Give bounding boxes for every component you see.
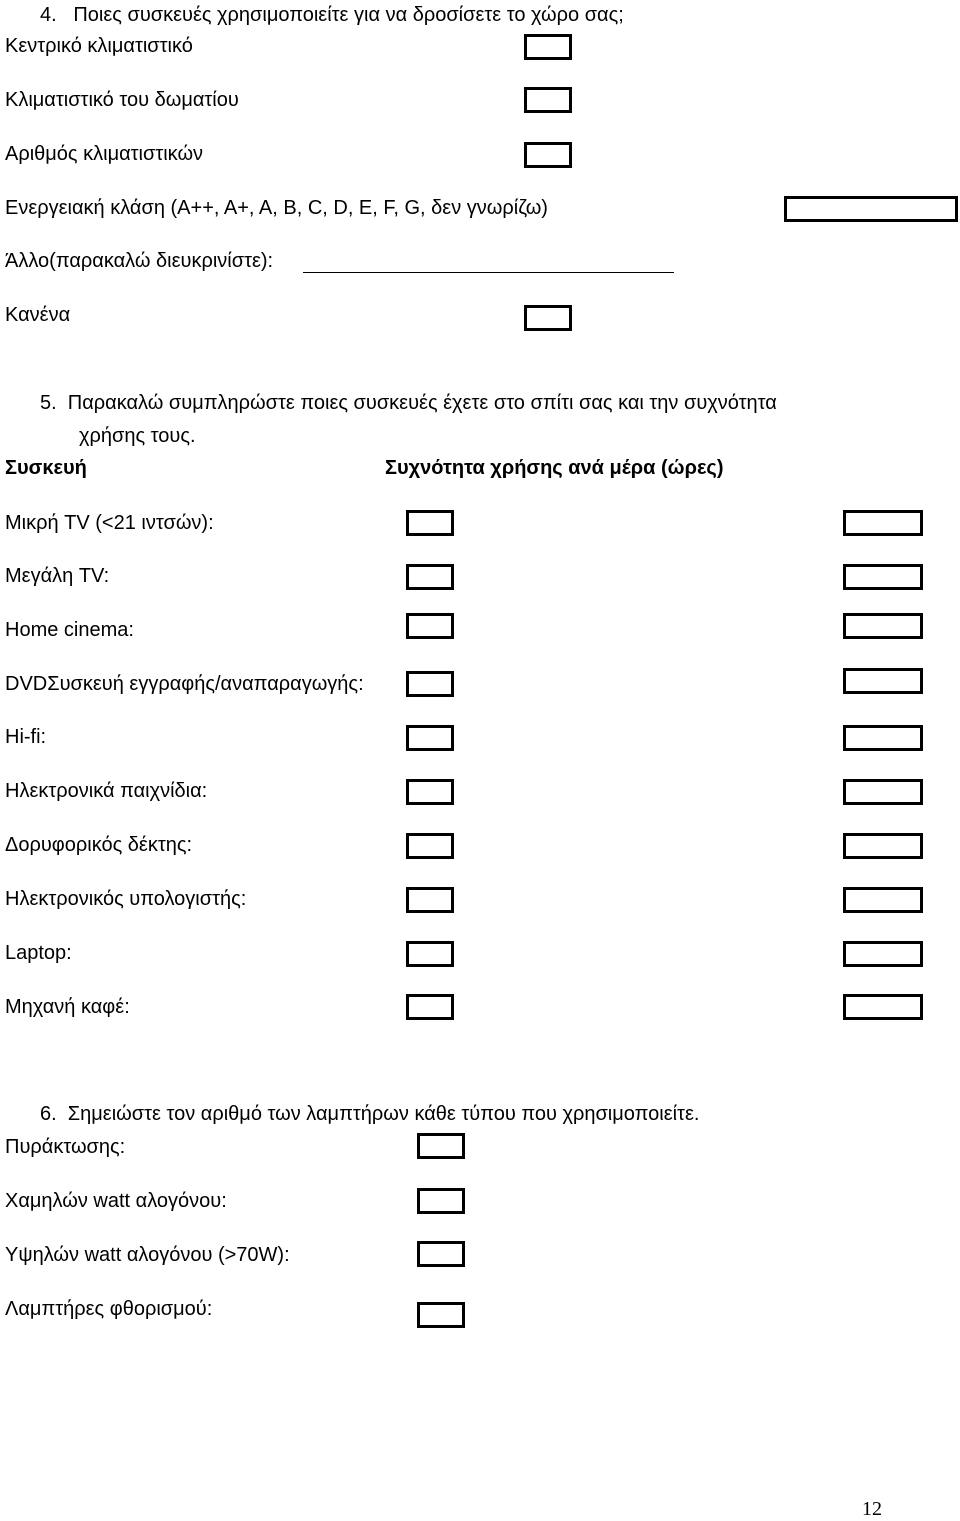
device-owned-checkbox[interactable] <box>406 725 454 751</box>
device-owned-checkbox[interactable] <box>406 779 454 805</box>
device-label: Μικρή TV (<21 ιντσών): <box>5 512 214 534</box>
device-label: Ηλεκτρονικός υπολογιστής: <box>5 888 247 910</box>
device-hours-field[interactable] <box>843 725 923 751</box>
device-hours-field[interactable] <box>843 833 923 859</box>
device-owned-checkbox[interactable] <box>406 833 454 859</box>
lamp-low-watt-halogen-count[interactable] <box>417 1188 465 1214</box>
question-4-title: 4. Ποιες συσκευές χρησιμοποιείτε για να δροσίσετε το χώρο σας; <box>40 4 624 26</box>
lamp-high-watt-halogen-label: Υψηλών watt αλογόνου (>70W): <box>5 1244 290 1266</box>
device-owned-checkbox[interactable] <box>406 613 454 639</box>
lamp-incandescent-label: Πυράκτωσης: <box>5 1136 126 1158</box>
device-hours-field[interactable] <box>843 613 923 639</box>
option-ac-count-field[interactable] <box>524 142 572 168</box>
option-other-answer-line[interactable] <box>303 272 674 273</box>
device-label: Laptop: <box>5 942 72 964</box>
device-owned-checkbox[interactable] <box>406 510 454 536</box>
device-hours-field[interactable] <box>843 941 923 967</box>
question-5-title-line2: χρήσης τους. <box>79 425 196 447</box>
device-label: DVDΣυσκευή εγγραφής/αναπαραγωγής: <box>5 673 364 695</box>
device-owned-checkbox[interactable] <box>406 941 454 967</box>
option-energy-class-field[interactable] <box>784 196 958 222</box>
device-label: Δορυφορικός δέκτης: <box>5 834 193 856</box>
device-label: Μεγάλη TV: <box>5 565 110 587</box>
option-none-label: Κανένα <box>5 304 71 326</box>
device-owned-checkbox[interactable] <box>406 671 454 697</box>
option-room-ac-label: Κλιματιστικό του δωματίου <box>5 89 239 111</box>
option-energy-class-label: Ενεργειακή κλάση (Α++, Α+, Α, Β, C, D, E, F, G, δεν γνωρίζω) <box>5 197 548 219</box>
option-room-ac-checkbox[interactable] <box>524 87 572 113</box>
option-other-label: Άλλο(παρακαλώ διευκρινίστε): <box>5 250 274 272</box>
device-owned-checkbox[interactable] <box>406 887 454 913</box>
device-label: Home cinema: <box>5 619 134 641</box>
device-hours-field[interactable] <box>843 779 923 805</box>
lamp-low-watt-halogen-label: Χαμηλών watt αλογόνου: <box>5 1190 227 1212</box>
question-5-title-line1: 5. Παρακαλώ συμπληρώστε ποιες συσκευές έχετε στο σπίτι σας και την συχνότητα <box>40 392 777 414</box>
device-owned-checkbox[interactable] <box>406 564 454 590</box>
lamp-fluorescent-count[interactable] <box>417 1302 465 1328</box>
option-central-ac-label: Κεντρικό κλιματιστικό <box>5 35 193 57</box>
option-none-checkbox[interactable] <box>524 305 572 331</box>
device-hours-field[interactable] <box>843 564 923 590</box>
option-central-ac-checkbox[interactable] <box>524 34 572 60</box>
device-label: Hi-fi: <box>5 726 47 748</box>
frequency-column-header: Συχνότητα χρήσης ανά μέρα (ώρες) <box>385 457 724 479</box>
option-ac-count-label: Αριθμός κλιματιστικών <box>5 143 204 165</box>
device-hours-field[interactable] <box>843 668 923 694</box>
device-hours-field[interactable] <box>843 887 923 913</box>
page-number: 12 <box>862 1498 882 1520</box>
device-hours-field[interactable] <box>843 510 923 536</box>
lamp-fluorescent-label: Λαμπτήρες φθορισμού: <box>5 1298 213 1320</box>
device-column-header: Συσκευή <box>5 457 87 479</box>
device-hours-field[interactable] <box>843 994 923 1020</box>
device-label: Ηλεκτρονικά παιχνίδια: <box>5 780 208 802</box>
question-6-title: 6. Σημειώστε τον αριθμό των λαμπτήρων κάθε τύπου που χρησιμοποιείτε. <box>40 1103 700 1125</box>
device-label: Μηχανή καφέ: <box>5 996 130 1018</box>
lamp-incandescent-count[interactable] <box>417 1133 465 1159</box>
device-owned-checkbox[interactable] <box>406 994 454 1020</box>
lamp-high-watt-halogen-count[interactable] <box>417 1241 465 1267</box>
